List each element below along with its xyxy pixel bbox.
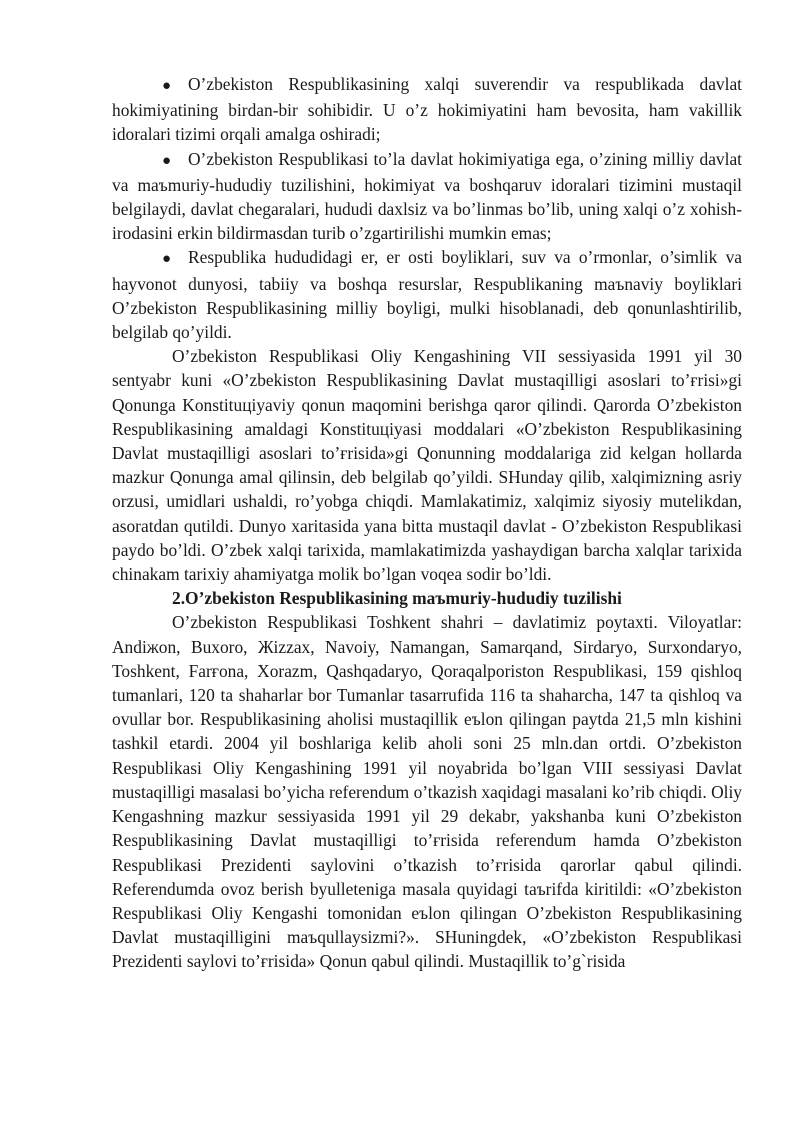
bullet-text: Respublika hududidagi er, er osti boyliklari, suv va o’rmonlar, o’simlik va hayvonot dunyosi, tabiiy va boshqa resurslar, Respublikaning maъnaviy boyliklari O’zbekiston Respublikasining milliy boyligi, mulki hisoblanadi, deb qonunlashtirilib, belgilab qo’yildi. (112, 247, 742, 343)
bullet-text: O’zbekiston Respublikasi to’la davlat hokimiyatiga ega, o’zining milliy davlat va maъmuriy-hududiy tuzilishini, hokimiyat va boshqaruv idoralari tizimini mustaqil belgilaydi, davlat chegaralari, hududi daxlsiz va bo’linmas bo’lib, uning xalqi o’z xohish-irodasini erkin bildirmasdan turib o’zgartirilishi mumkin emas; (112, 148, 742, 244)
bullet-text: O’zbekiston Respublikasining xalqi suverendir va respublikada davlat hokimiyatining birdan-bir sohibidir. U o’z hokimiyatini ham bevosita, ham vakillik idoralari tizimi orqali amalga oshiradi; (112, 74, 742, 145)
bullet-item-sovereignty (112, 72, 742, 147)
paragraph-administrative-structure: O’zbekiston Respublikasi Toshkent shahri – davlatimiz poytaxti. Viloyatlar: Andiжon, Buxoro, Жizzax, Navoiy, Namangan, Samarqand, Sirdaryo, Surxondaryo, Toshkent, Farғona, Xorazm, Qashqadaryo, Qoraqalporiston Respublikasi, 159 qishloq tumanlari, 120 ta shaharlar bor Tumanlar tasarrufida 116 ta shaharcha, 147 ta qishloq va ovullar bor. Respublikasining aholisi mustaqillik eъlon qilingan paytda 21,5 mln kishini tashkil etardi. 2004 yil boshlariga kelib aholi soni 25 mln.dan ortdi. O’zbekiston Respublikasi Oliy Kengashining 1991 yil noyabrida bo’lgan VIII sessiyasi Davlat mustaqilligi masalasi bo’yicha referendum o’tkazish xaqidagi masalani ko’rib chiqdi. Oliy Kengashning mazkur sessiyasida 1991 yil 29 dekabr, yakshanba kuni O’zbekiston Respublikasining Davlat mustaqilligi to’ғrisida referendum hamda O’zbekiston Respublikasi Prezidenti saylovini o’tkazish to’ғrisida qarorlar qabul qilindi. Referendumda ovoz berish byulleteniga masala quyidagi taъrifda kiritildi: «O’zbekiston Respublikasi Oliy Kengashi tomonidan eъlon qilingan O’zbekiston Respublikasining Davlat mustaqilligini maъqullaysizmi?». SHuningdek, «O’zbekiston Respublikasi Prezidenti saylovi to’ғrisida» Qonun qabul qilindi. Mustaqillik to’g`risida (112, 612, 742, 972)
bullet-icon: ● (162, 152, 172, 169)
bullet-icon: ● (162, 78, 172, 94)
section-heading: 2.O’zbekiston Respublikasining maъmuriy-hududiy tuzilishi (172, 588, 622, 609)
bullet-item-resources (112, 245, 742, 344)
bullet-icon: ● (162, 251, 172, 268)
paragraph-independence-law: O’zbekiston Respublikasi Oliy Kengashining VII sessiyasida 1991 yil 30 sentyabr kuni «O’zbekiston Respublikasining Davlat mustaqilligi asoslari to’ғrisi»gi Qonunga Konstituцiyaviy qonun maqomini berishga qaror qilindi. Qarorda O’zbekiston Respublikasining amaldagi Konstituцiyasi moddalari «O’zbekiston Respublikasining Davlat mustaqilligi asoslari to’ғrisida»gi Qonunning moddalariga zid kelgan hollarda mazkur Qonunga amal qilinsin, deb belgilab qo’yildi. SHunday qilib, xalqimizning asriy orzusi, umidlari ushaldi, ro’yobga chiqdi. Mamlakatimiz, xalqimiz siyosiy mutelikdan, asoratdan qutildi. Dunyo xaritasida yana bitta mustaqil davlat - O’zbekiston Respublikasi paydo bo’ldi. O’zbek xalqi tarixida, mamlakatimizda yashaydigan barcha xalqlar tarixida chinakam tarixiy ahamiyatga molik bo’lgan voqea sodir bo’ldi. (112, 346, 742, 585)
document-page (112, 72, 742, 974)
bullet-item-state-power (112, 147, 742, 246)
